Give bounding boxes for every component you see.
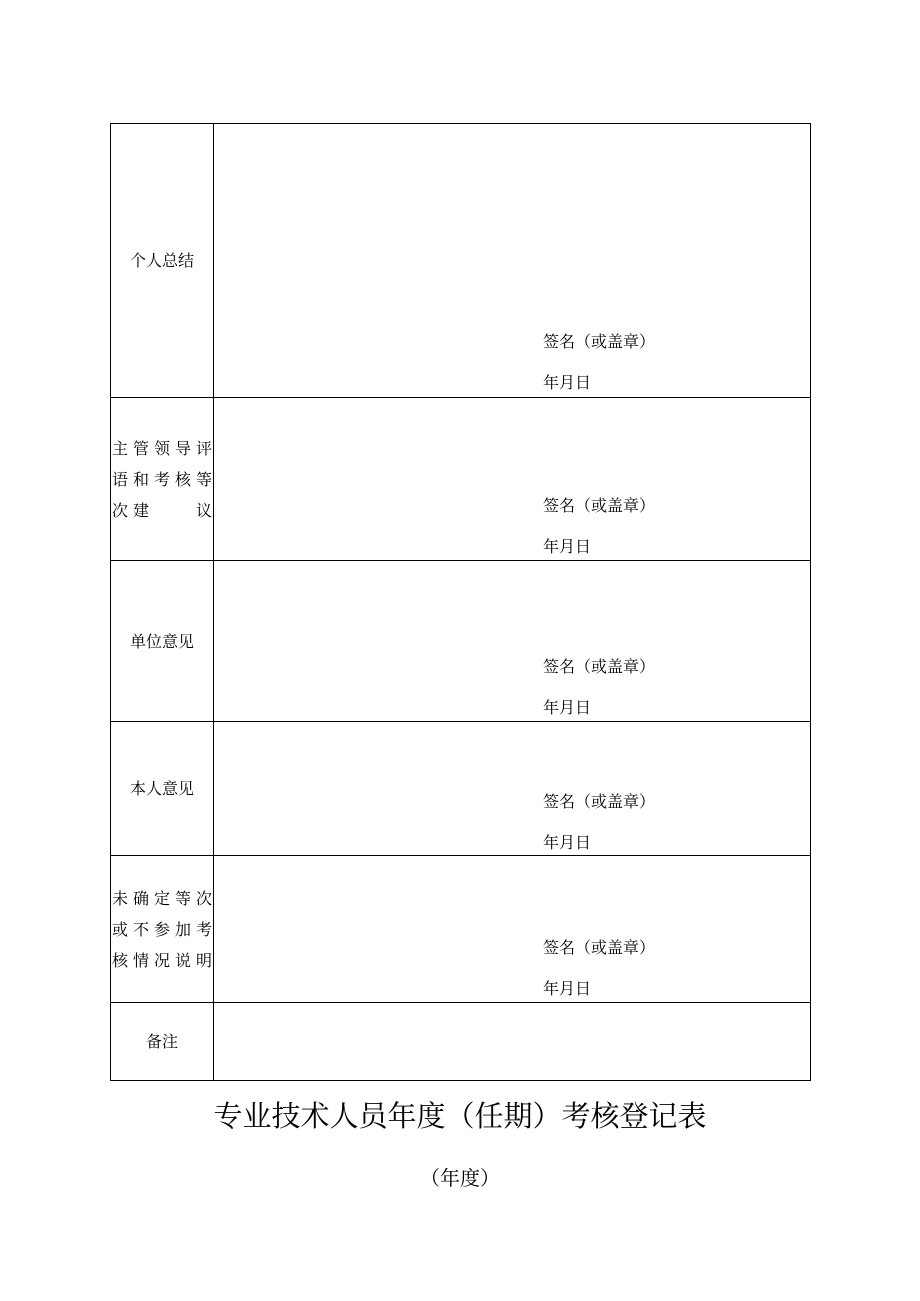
date-label: 年月日 [543, 537, 592, 556]
row-undetermined-explanation [111, 856, 811, 1003]
row-leader-comment [111, 398, 811, 561]
content-remarks[interactable] [214, 1003, 811, 1081]
label-line: 未确定等次 [112, 888, 212, 908]
assessment-form-table [110, 123, 811, 1081]
content-undetermined-explanation[interactable] [214, 856, 811, 1003]
content-leader-comment[interactable] [214, 398, 811, 561]
label-line: 或不参加考 [112, 919, 212, 939]
signature-label: 签名（或盖章） [543, 657, 656, 676]
row-personal-summary [111, 124, 811, 398]
content-unit-opinion[interactable] [214, 561, 811, 722]
label-remarks [111, 1003, 214, 1081]
date-label: 年月日 [543, 698, 592, 717]
label-leader-comment [111, 398, 214, 561]
label-text: 备注 [145, 1032, 178, 1051]
label-personal-summary [111, 124, 214, 398]
content-personal-summary[interactable] [214, 124, 811, 398]
label-text: 个人总结 [129, 251, 194, 270]
row-remarks [111, 1003, 811, 1081]
row-self-opinion [111, 722, 811, 856]
document-title: 专业技术人员年度（任期）考核登记表 [213, 1099, 707, 1133]
content-self-opinion[interactable] [214, 722, 811, 856]
row-unit-opinion [111, 561, 811, 722]
signature-label: 签名（或盖章） [543, 792, 656, 811]
document-subtitle: （年度） [420, 1166, 500, 1190]
signature-label: 签名（或盖章） [543, 332, 656, 351]
date-label: 年月日 [543, 833, 592, 852]
label-self-opinion [111, 722, 214, 856]
signature-label: 签名（或盖章） [543, 496, 656, 515]
label-text: 本人意见 [129, 779, 194, 798]
date-label: 年月日 [543, 373, 592, 392]
label-undetermined-explanation [111, 856, 214, 1003]
label-unit-opinion [111, 561, 214, 722]
label-line: 主管领导评 [112, 438, 212, 458]
label-line: 次建 议 [112, 500, 212, 520]
signature-label: 签名（或盖章） [543, 938, 656, 957]
label-line: 语和考核等 [112, 469, 212, 489]
date-label: 年月日 [543, 979, 592, 998]
label-text: 单位意见 [129, 631, 194, 651]
label-line: 核情况说明 [112, 950, 212, 970]
